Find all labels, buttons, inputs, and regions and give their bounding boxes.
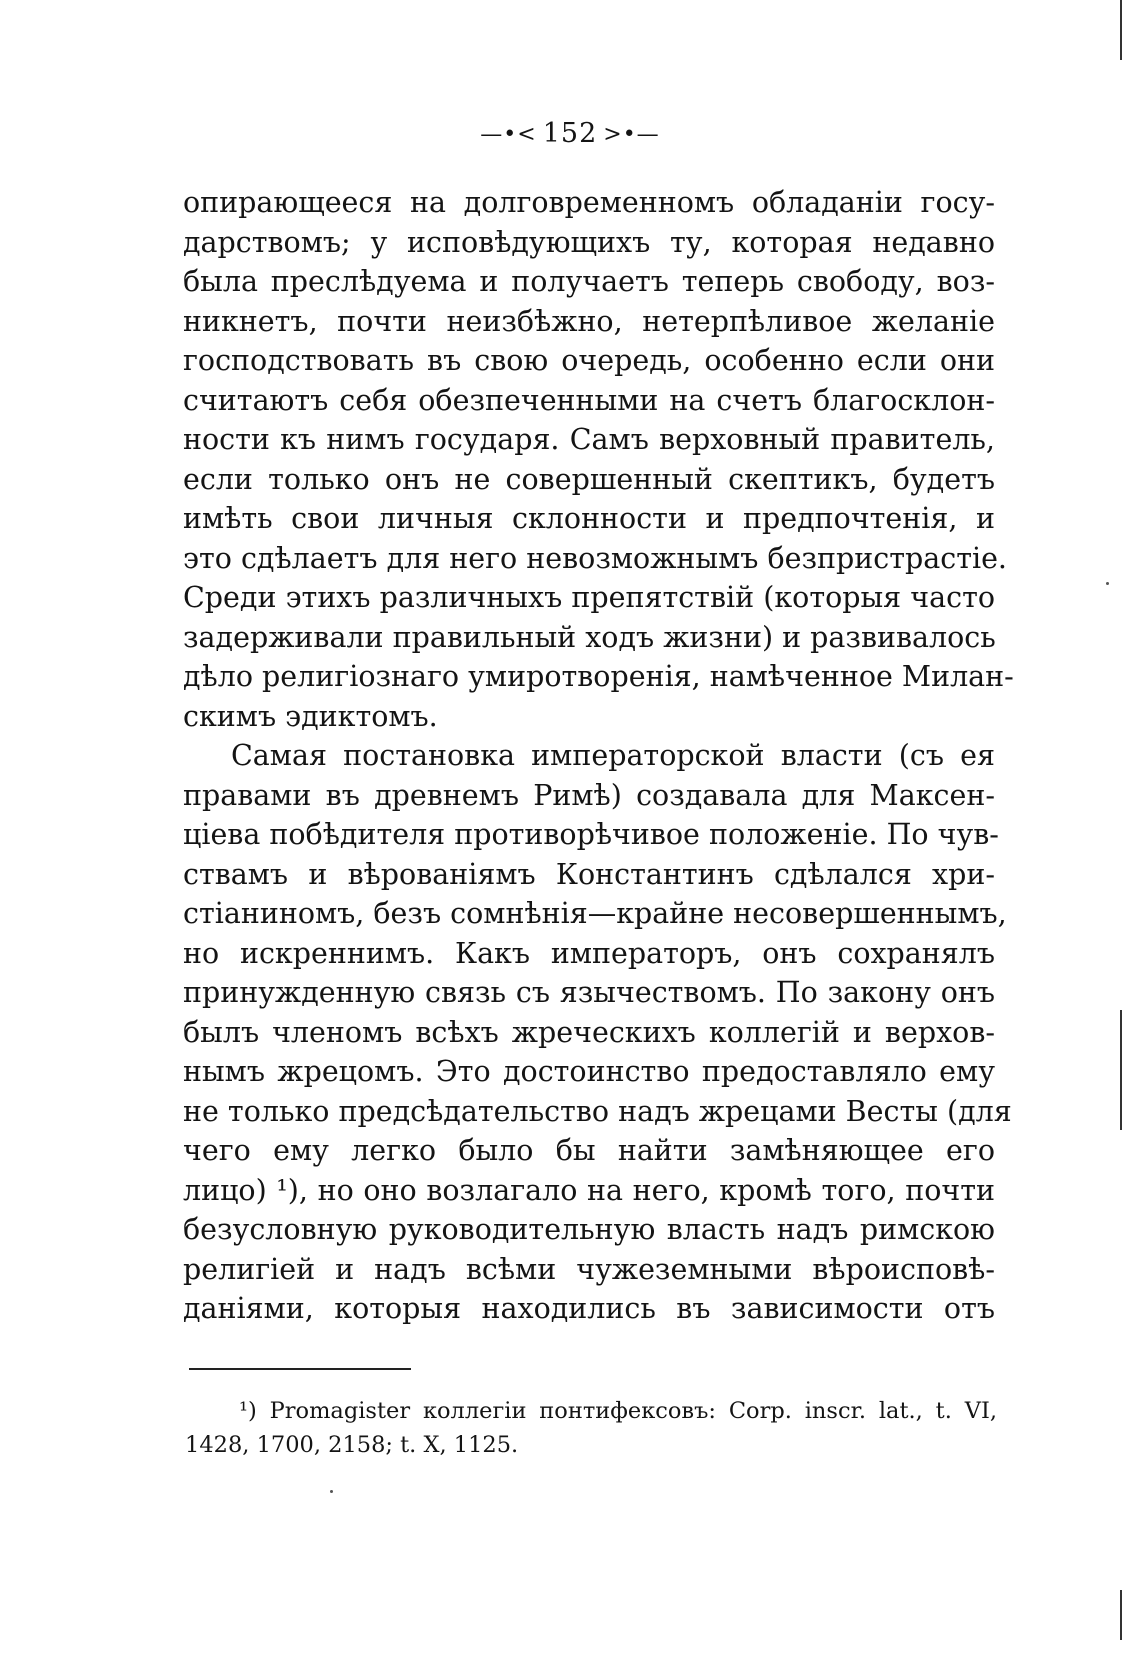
text-line: религіей и надъ всѣми чужеземными вѣроисповѣ- (183, 1252, 995, 1286)
text-line: дарствомъ; у исповѣдующихъ ту, которая недавно (183, 225, 995, 259)
scan-edge-mark (1120, 1590, 1122, 1640)
text-line: если только онъ не совершенный скептикъ, будетъ (183, 462, 995, 496)
text-line: была преслѣдуема и получаетъ теперь свободу, воз- (183, 265, 995, 298)
text-line: никнетъ, почти неизбѣжно, нетерпѣливое желаніе (183, 304, 995, 338)
text-line: господствовать въ свою очередь, особенно если они (183, 344, 995, 377)
text-line: даніями, которыя находились въ зависимости отъ (183, 1292, 995, 1325)
text-line: но искреннимъ. Какъ императоръ, онъ сохранялъ (183, 936, 995, 970)
text-line: стіаниномъ, безъ сомнѣнія—крайне несовершеннымъ, (183, 897, 1007, 930)
footnote-line: ¹) Promagister коллегіи понтифексовъ: Corp. inscr. lat., t. VI, (239, 1398, 997, 1424)
text-line: чего ему легко было бы найти замѣняющее его (183, 1134, 995, 1167)
text-line: принужденную связь съ язычествомъ. По закону онъ (183, 976, 995, 1009)
text-line: безусловную руководительную власть надъ римскою (183, 1213, 995, 1246)
text-line: не только предсѣдательство надъ жрецами Весты (для (183, 1094, 1012, 1128)
text-line: правами въ древнемъ Римѣ) создавала для Максен- (183, 778, 995, 812)
footnote-line: 1428, 1700, 2158; t. X, 1125. (185, 1432, 519, 1458)
text-line: скимъ эдиктомъ. (183, 699, 438, 733)
text-line: имѣть свои личныя склонности и предпочтенія, и (183, 502, 995, 535)
scan-edge-mark (1120, 0, 1122, 60)
page-number: 152 (542, 118, 598, 149)
text-line: ціева побѣдителя противорѣчивое положеніе. По чув- (183, 818, 999, 851)
text-line: опирающееся на долговременномъ обладаніи госу- (183, 186, 995, 219)
main-text (183, 183, 1014, 1329)
text-line: задерживали правильный ходъ жизни) и развивалось (183, 620, 996, 654)
scan-speck (1106, 582, 1109, 585)
ornament-left: —•< (480, 122, 537, 147)
ornament-right: >•— (603, 122, 660, 147)
text-line: ствамъ и вѣрованіямъ Константинъ сдѣлался хри- (183, 857, 995, 891)
page-number-header (0, 118, 1140, 149)
text-line: нымъ жрецомъ. Это достоинство предоставляло ему (183, 1055, 995, 1088)
scan-edge-mark (1120, 1010, 1122, 1130)
text-line: ности къ нимъ государя. Самъ верховный правитель, (183, 423, 995, 456)
text-line: Самая постановка императорской власти (съ ея (231, 739, 995, 772)
text-line: считаютъ себя обезпеченными на счетъ благосклон- (183, 383, 995, 417)
text-line: былъ членомъ всѣхъ жреческихъ коллегій и верхов- (183, 1015, 995, 1049)
footnote-divider (189, 1368, 411, 1370)
footnotes (185, 1394, 997, 1462)
text-line: дѣло религіознаго умиротворенія, намѣченное Милан- (183, 660, 1014, 693)
text-line: это сдѣлаетъ для него невозможнымъ безпристрастіе. (183, 541, 1007, 575)
text-line: Среди этихъ различныхъ препятствій (которыя часто (183, 581, 995, 614)
scan-speck (330, 1490, 333, 1493)
text-line: лицо) ¹), но оно возлагало на него, кромѣ того, почти (183, 1173, 995, 1207)
